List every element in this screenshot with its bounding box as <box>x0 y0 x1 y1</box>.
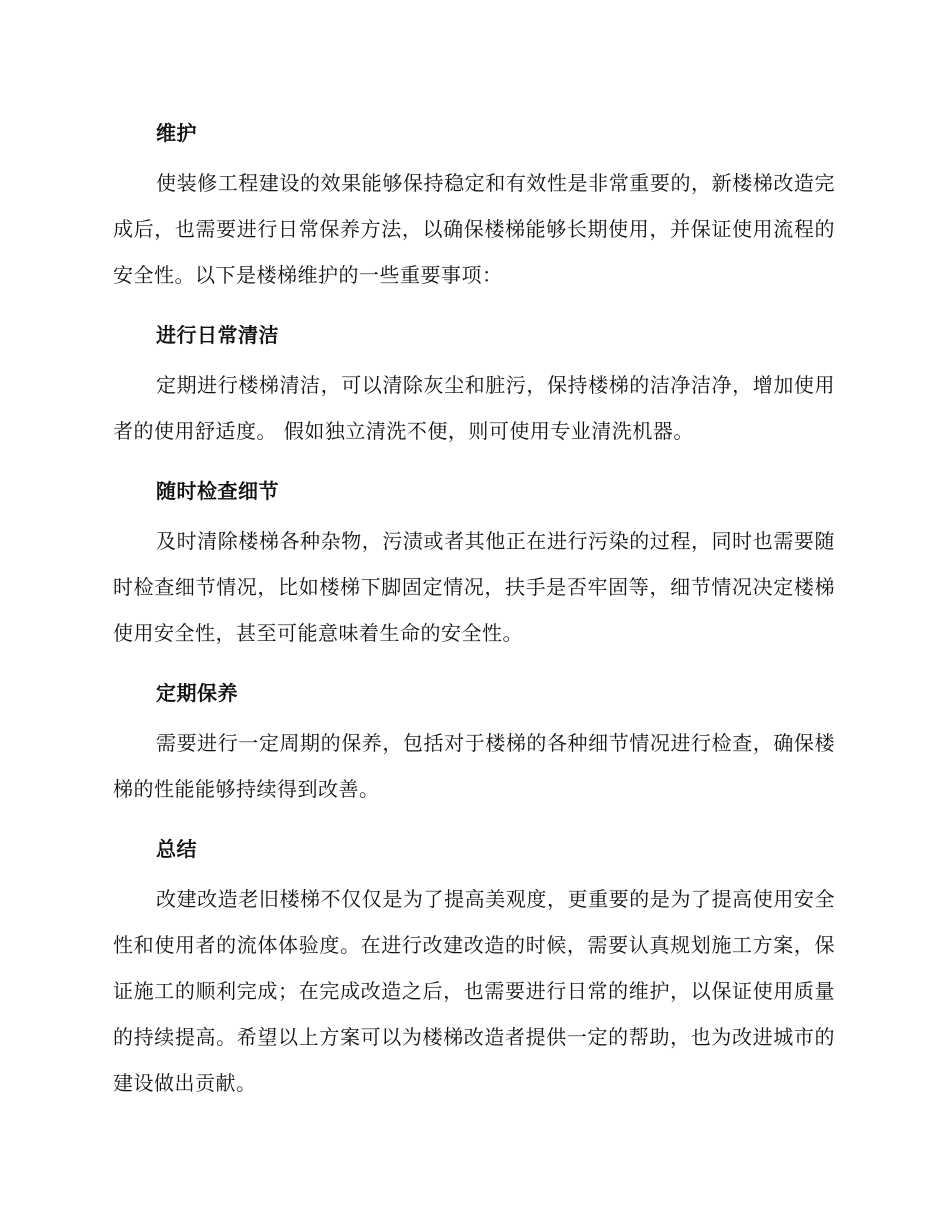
section-body-maintenance: 使装修工程建设的效果能够保持稳定和有效性是非常重要的，新楼梯改造完成后，也需要进行日常保养方法，以确保楼梯能够长期使用，并保证使用流程的安全性。以下是楼梯维护的一些重要事项： <box>113 171 835 287</box>
section-heading-detail-check: 随时检查细节 <box>156 479 279 503</box>
section-body-summary: 改建改造老旧楼梯不仅仅是为了提高美观度，更重要的是为了提高使用安全性和使用者的流体体验度。在进行改建改造的时候，需要认真规划施工方案，保证施工的顺利完成；在完成改造之后，也需要进行日常的维护，以保证使用质量的持续提高。希望以上方案可以为楼梯改造者提供一定的帮助，也为改进城市的建设做出贡献。 <box>113 887 835 1095</box>
section-body-daily-cleaning: 定期进行楼梯清洁，可以清除灰尘和脏污，保持楼梯的洁净洁净，增加使用者的使用舒适度。 假如独立清洗不便，则可使用专业清洗机器。 <box>113 373 835 443</box>
section-heading-maintenance: 维护 <box>156 121 197 145</box>
section-body-detail-check: 及时清除楼梯各种杂物，污渍或者其他正在进行污染的过程，同时也需要随时检查细节情况，比如楼梯下脚固定情况，扶手是否牢固等，细节情况决定楼梯使用安全性，甚至可能意味着生命的安全性。 <box>113 529 835 645</box>
section-heading-summary: 总结 <box>156 837 197 861</box>
section-heading-daily-cleaning: 进行日常清洁 <box>156 323 279 347</box>
section-body-regular-upkeep: 需要进行一定周期的保养，包括对于楼梯的各种细节情况进行检查，确保楼梯的性能能够持续得到改善。 <box>113 731 835 801</box>
section-heading-regular-upkeep: 定期保养 <box>156 681 238 705</box>
document-content <box>113 110 835 1106</box>
